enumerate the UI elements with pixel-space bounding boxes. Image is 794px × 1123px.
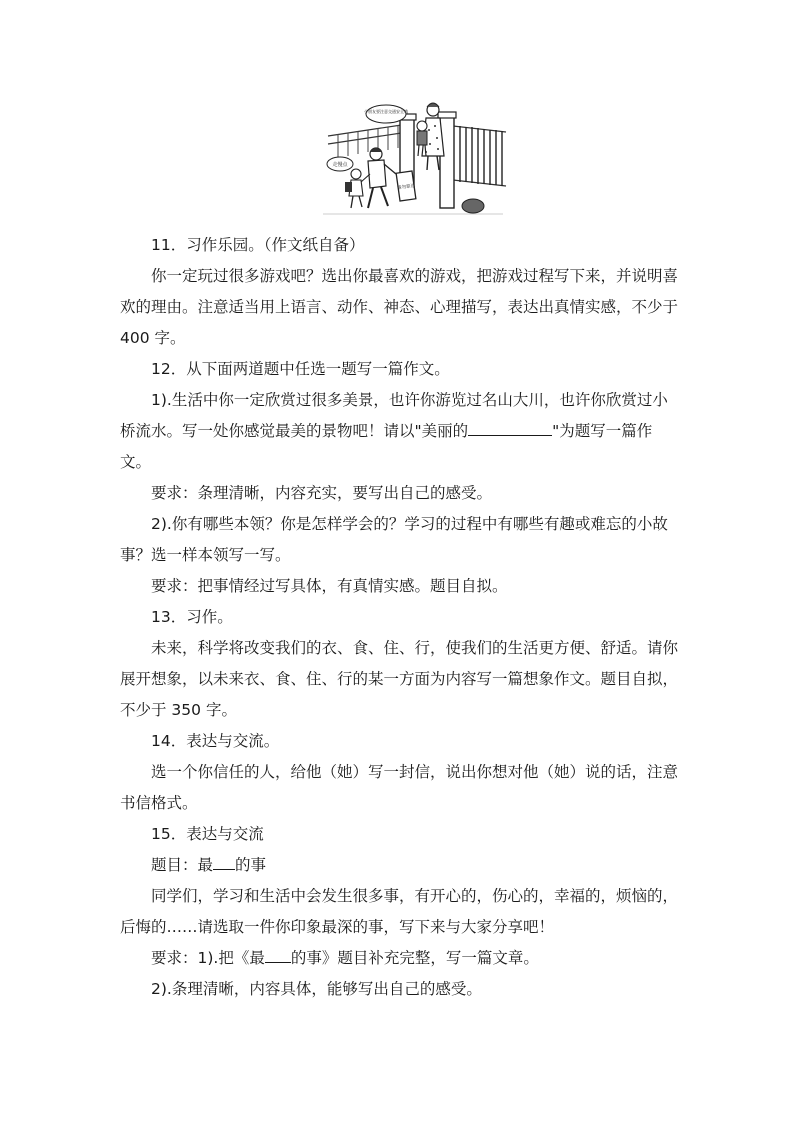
q12-option1-requirement: 要求：条理清晰，内容充实，要写出自己的感受。 [151,484,493,502]
composition-questions [120,230,680,1005]
q14-body: 选一个你信任的人，给他（她）写一封信，说出你想对他（她）说的话，注意书信格式。 [120,763,679,812]
illustration-sign-text: 请勿靠近 [396,183,416,192]
q12-option1 [120,385,680,478]
q15-req1-blank [265,945,291,963]
q15-topic [120,850,680,881]
q15-req1-before: 要求：1).把《最 [151,949,265,967]
q15-requirement1 [120,943,680,974]
q12-fill-blank [468,418,552,436]
q15-topic-after: 的事 [235,856,267,874]
q15-req1-after: 的事》题目补充完整，写一篇文章。 [290,949,539,967]
speech-bubble-left: 走慢点 [332,162,348,168]
q12-title: 12．从下面两道题中任选一题写一篇作文。 [151,360,450,378]
q15-topic-before: 题目：最 [151,856,214,874]
q13-title: 13．习作。 [151,608,233,626]
q13-body: 未来，科学将改变我们的衣、食、住、行，使我们的生活更方便、舒适。请你展开想象，以未来衣、食、住、行的某一方面为内容写一篇想象作文。题目自拟，不少于 350 字。 [120,639,679,719]
q15-body: 同学们，学习和生活中会发生很多事，有开心的，伤心的，幸福的，烦恼的，后悔的……请选取一件你印象最深的事，写下来与大家分享吧！ [120,887,679,936]
q11-title: 11．习作乐园。（作文纸自备） [151,236,365,254]
q15-topic-blank [213,852,235,870]
q12-option2-requirement: 要求：把事情经过写具体，有真情实感。题目自拟。 [151,577,508,595]
q11-body: 你一定玩过很多游戏吧？选出你最喜欢的游戏，把游戏过程写下来，并说明喜欢的理由。注意适当用上语言、动作、神态、心理描写，表达出真情实感，不少于 400 字。 [120,267,679,347]
q14-title: 14．表达与交流。 [151,732,280,750]
q12-option1-text-before: 1).生活中你一定欣赏过很多美景，也许你游览过名山大川，也许你欣赏过小桥流水。写一处你感觉最美的景物吧！请以"美丽的 [120,391,668,440]
speech-bubble-right: 小朋友要注意交通安全哦 [364,109,408,114]
q12-option1-text-after: "为题写一篇作文。 [120,422,653,471]
q15-requirement2: 2).条理清晰，内容具体，能够写出自己的感受。 [151,980,482,998]
q15-title: 15．表达与交流 [151,825,264,843]
traffic-safety-illustration [318,96,508,218]
q12-option2: 2).你有哪些本领？你是怎样学会的？学习的过程中有哪些有趣或难忘的小故事？选一样本领写一写。 [120,515,668,564]
